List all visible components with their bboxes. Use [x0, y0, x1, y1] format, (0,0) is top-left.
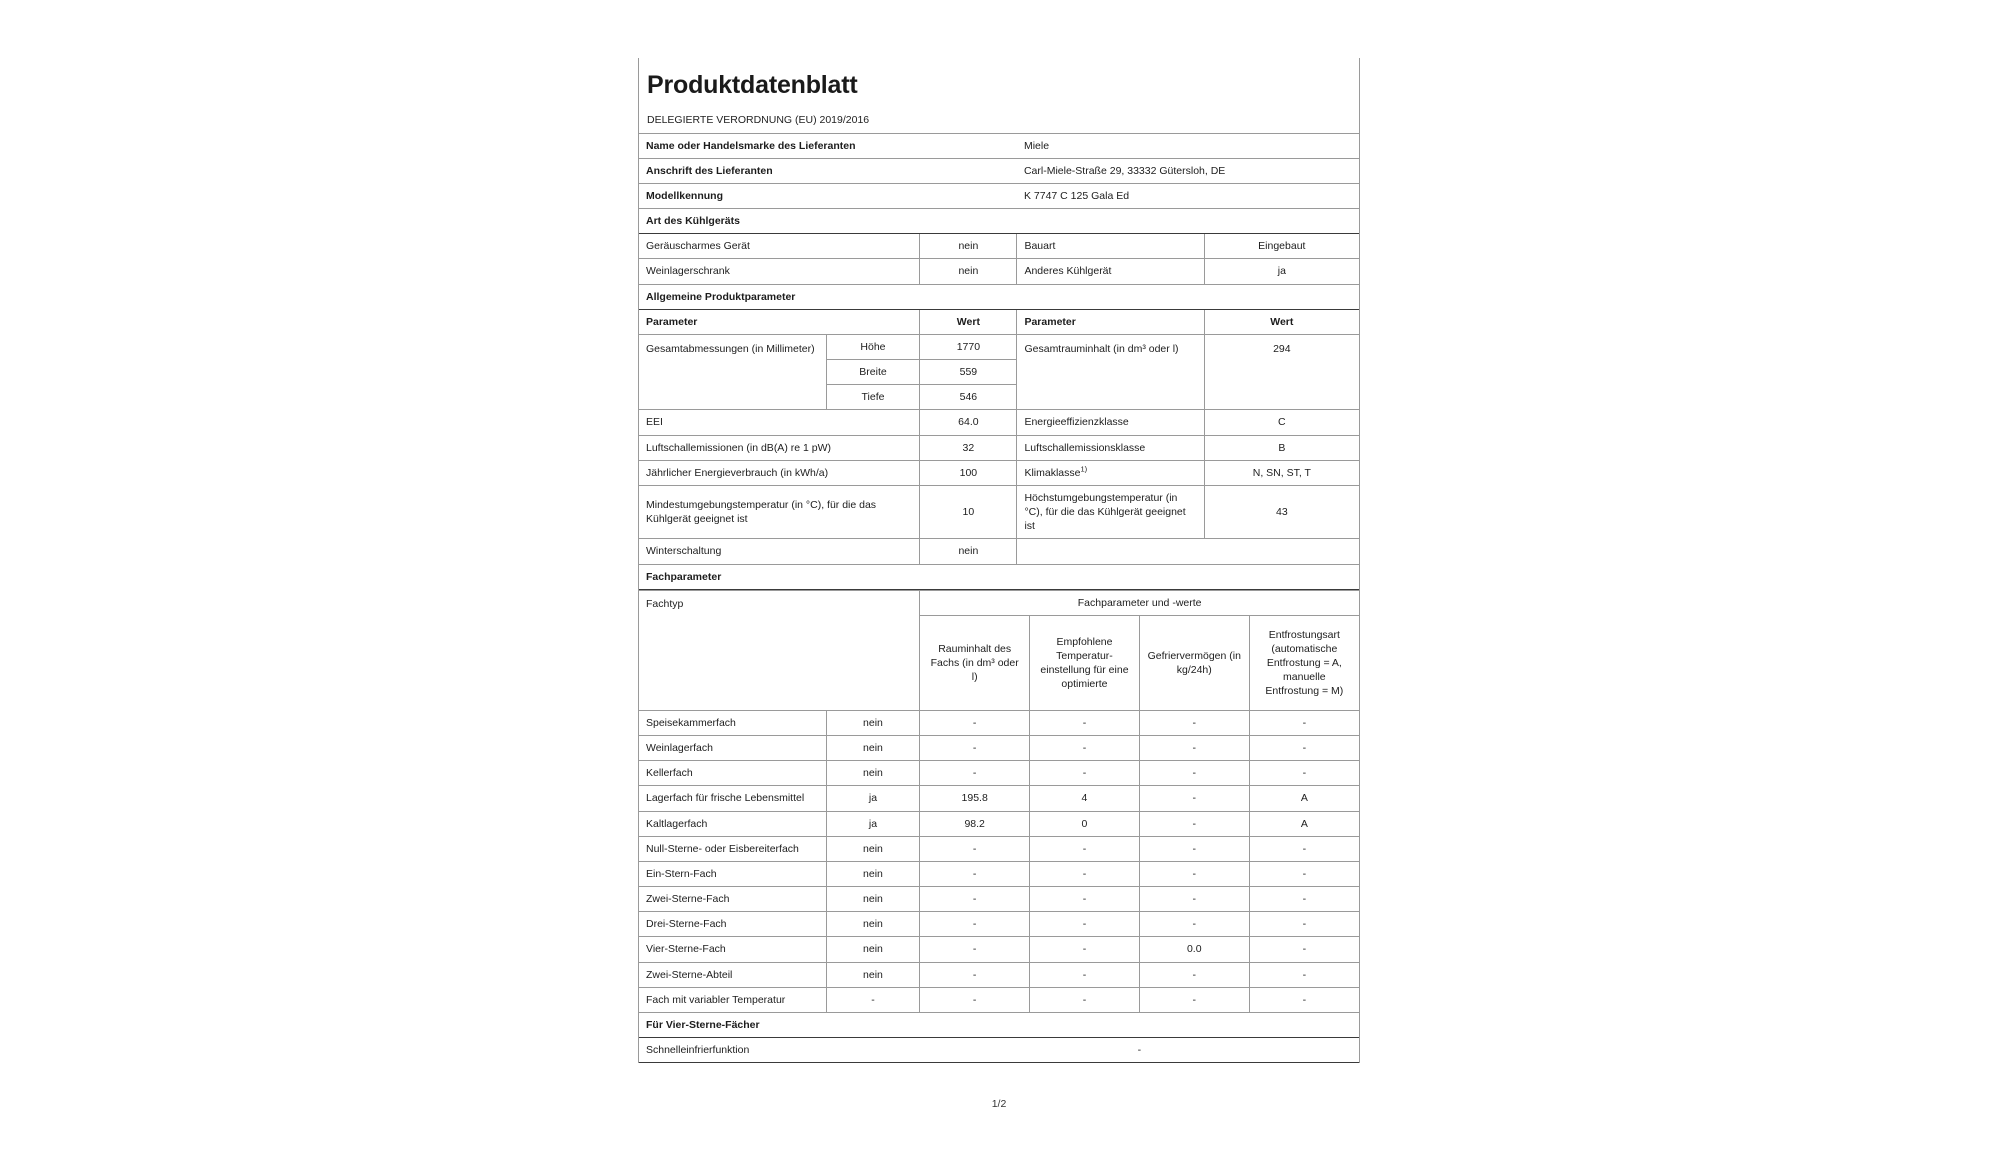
table-row-supplier-name [639, 133, 1359, 158]
compartment-defrost-type: - [1249, 861, 1359, 886]
dimension-name-depth: Tiefe [826, 385, 920, 410]
page-title: Produktdatenblatt [647, 71, 858, 99]
compartment-present: nein [826, 887, 920, 912]
energy-class-label: Energieeffizienzklasse [1017, 410, 1204, 435]
table-row [639, 736, 1359, 761]
compartment-defrost-type: - [1249, 761, 1359, 786]
compartment-defrost-type: - [1249, 736, 1359, 761]
compartment-freezing-capacity: - [1139, 887, 1249, 912]
compartment-present: nein [826, 761, 920, 786]
compartment-name: Null-Sterne- oder Eisbereiterfach [639, 836, 826, 861]
compartment-name: Kellerfach [639, 761, 826, 786]
table-row-noise [639, 435, 1359, 460]
compartment-temperature: - [1030, 987, 1140, 1012]
compartment-present: nein [826, 836, 920, 861]
table-row [639, 987, 1359, 1012]
table-row-ambient-temperature [639, 485, 1359, 539]
column-header-value-2: Wert [1204, 309, 1359, 334]
compartment-name: Speisekammerfach [639, 710, 826, 735]
climate-class-value: N, SN, ST, T [1204, 460, 1359, 485]
noise-emission-value: 32 [920, 435, 1017, 460]
compartment-name: Vier-Sterne-Fach [639, 937, 826, 962]
compartment-freezing-capacity: - [1139, 836, 1249, 861]
compartment-temperature: - [1030, 937, 1140, 962]
max-ambient-temp-label: Höchstumgebungstemperatur (in °C), für die das Kühlgerät geeignet ist [1017, 485, 1204, 539]
compartment-freezing-capacity: - [1139, 962, 1249, 987]
total-volume-value: 294 [1204, 334, 1359, 410]
compartment-volume: - [920, 962, 1030, 987]
winter-setting-label: Winterschaltung [639, 539, 920, 564]
noise-emission-label: Luftschallemissionen (in dB(A) re 1 pW) [639, 435, 920, 460]
compartment-temperature: 0 [1030, 811, 1140, 836]
compartment-present: nein [826, 937, 920, 962]
table-row-eei [639, 410, 1359, 435]
compartment-name: Drei-Sterne-Fach [639, 912, 826, 937]
table-row [639, 912, 1359, 937]
low-noise-value: nein [920, 234, 1017, 259]
compartment-freezing-capacity: - [1139, 710, 1249, 735]
table-row [639, 836, 1359, 861]
compartment-volume: - [920, 710, 1030, 735]
compartment-name: Zwei-Sterne-Abteil [639, 962, 826, 987]
regulation-reference: DELEGIERTE VERORDNUNG (EU) 2019/2016 [647, 113, 870, 126]
page-number: 1/2 [991, 1098, 1007, 1110]
table-row-dimensions-height [639, 334, 1359, 359]
compartment-freezing-capacity: - [1139, 861, 1249, 886]
wine-cabinet-value: nein [920, 259, 1017, 284]
table-row-header [639, 309, 1359, 334]
total-volume-label: Gesamtrauminhalt (in dm³ oder l) [1017, 334, 1204, 410]
column-header-parameter-1: Parameter [639, 309, 920, 334]
min-ambient-temp-value: 10 [920, 485, 1017, 539]
fast-freeze-label: Schnelleinfrierfunktion [639, 1038, 920, 1063]
section-four-star [639, 1013, 1359, 1038]
compartment-volume: - [920, 987, 1030, 1012]
compartment-name: Weinlagerfach [639, 736, 826, 761]
compartment-temperature: - [1030, 912, 1140, 937]
energy-consumption-label: Jährlicher Energieverbrauch (in kWh/a) [639, 460, 920, 485]
energy-class-value: C [1204, 410, 1359, 435]
column-header-defrost-type: Entfrostungsart (automatische Entfrostung = A, manuelle Entfrostung = M) [1249, 615, 1359, 710]
compartment-freezing-capacity: - [1139, 987, 1249, 1012]
compartment-present: - [826, 987, 920, 1012]
compartment-group-header: Fachparameter und -werte [920, 590, 1359, 615]
compartment-volume: - [920, 887, 1030, 912]
compartment-freezing-capacity: 0.0 [1139, 937, 1249, 962]
compartment-defrost-type: - [1249, 937, 1359, 962]
table-row-winter-setting [639, 539, 1359, 564]
climate-class-label [1017, 460, 1204, 485]
compartment-defrost-type: - [1249, 887, 1359, 912]
table-row [639, 962, 1359, 987]
compartment-present: ja [826, 786, 920, 811]
table-row [639, 710, 1359, 735]
footnote-marker: 1) [1080, 464, 1088, 474]
compartment-volume: 98.2 [920, 811, 1030, 836]
dimension-name-height: Höhe [826, 334, 920, 359]
table-row-model [639, 183, 1359, 208]
dimension-value-height: 1770 [920, 334, 1017, 359]
table-row [639, 887, 1359, 912]
other-fridge-value: ja [1204, 259, 1359, 284]
compartment-temperature: - [1030, 710, 1140, 735]
model-label: Modellkennung [639, 183, 1017, 208]
compartment-name: Lagerfach für frische Lebensmittel [639, 786, 826, 811]
eei-value: 64.0 [920, 410, 1017, 435]
compartment-volume: - [920, 836, 1030, 861]
min-ambient-temp-label: Mindestumgebungstemperatur (in °C), für die das Kühlgerät geeignet ist [639, 485, 920, 539]
dimension-value-width: 559 [920, 360, 1017, 385]
compartment-name: Zwei-Sterne-Fach [639, 887, 826, 912]
compartment-temperature: - [1030, 962, 1140, 987]
model-value: K 7747 C 125 Gala Ed [1017, 183, 1359, 208]
compartment-present: nein [826, 736, 920, 761]
datasheet-table [639, 133, 1359, 590]
table-row [639, 761, 1359, 786]
section-appliance-type [639, 209, 1359, 234]
compartment-volume: - [920, 937, 1030, 962]
winter-setting-empty-value [1204, 539, 1359, 564]
compartment-freezing-capacity: - [1139, 912, 1249, 937]
compartment-defrost-type: - [1249, 710, 1359, 735]
eei-label: EEI [639, 410, 920, 435]
compartment-temperature: - [1030, 861, 1140, 886]
winter-setting-value: nein [920, 539, 1017, 564]
compartment-defrost-type: - [1249, 912, 1359, 937]
noise-class-label: Luftschallemissionsklasse [1017, 435, 1204, 460]
column-header-value-1: Wert [920, 309, 1017, 334]
energy-consumption-value: 100 [920, 460, 1017, 485]
column-header-volume: Rauminhalt des Fachs (in dm³ oder l) [920, 615, 1030, 710]
compartment-freezing-capacity: - [1139, 786, 1249, 811]
dimension-name-width: Breite [826, 360, 920, 385]
compartment-present: nein [826, 710, 920, 735]
section-compartment-parameters [639, 564, 1359, 589]
table-row [639, 259, 1359, 284]
compartment-defrost-type: - [1249, 987, 1359, 1012]
compartment-defrost-type: - [1249, 962, 1359, 987]
table-row-fast-freeze [639, 1038, 1359, 1063]
table-row [639, 234, 1359, 259]
compartment-freezing-capacity: - [1139, 761, 1249, 786]
section-general-parameters [639, 284, 1359, 309]
section-title-compartment-parameters: Fachparameter [639, 564, 1359, 589]
supplier-address-label: Anschrift des Lieferanten [639, 158, 1017, 183]
compartment-type-label: Fachtyp [639, 590, 920, 710]
compartment-volume: - [920, 736, 1030, 761]
compartment-volume: - [920, 861, 1030, 886]
max-ambient-temp-value: 43 [1204, 485, 1359, 539]
supplier-name-value: Miele [1017, 133, 1359, 158]
supplier-name-label: Name oder Handelsmarke des Lieferanten [639, 133, 1017, 158]
compartment-present: nein [826, 861, 920, 886]
compartment-defrost-type: A [1249, 811, 1359, 836]
compartment-temperature: - [1030, 761, 1140, 786]
compartment-freezing-capacity: - [1139, 811, 1249, 836]
supplier-address-value: Carl-Miele-Straße 29, 33332 Gütersloh, DE [1017, 158, 1359, 183]
dimension-value-depth: 546 [920, 385, 1017, 410]
compartment-temperature: - [1030, 836, 1140, 861]
compartment-temperature: - [1030, 736, 1140, 761]
compartment-temperature: - [1030, 887, 1140, 912]
compartment-name: Fach mit variabler Temperatur [639, 987, 826, 1012]
compartment-defrost-type: A [1249, 786, 1359, 811]
other-fridge-label: Anderes Kühlgerät [1017, 259, 1204, 284]
compartment-name: Ein-Stern-Fach [639, 861, 826, 886]
compartment-freezing-capacity: - [1139, 736, 1249, 761]
compartment-volume: - [920, 912, 1030, 937]
table-row [639, 861, 1359, 886]
table-row [639, 811, 1359, 836]
construction-label: Bauart [1017, 234, 1204, 259]
column-header-freezing-capacity: Gefriervermögen (in kg/24h) [1139, 615, 1249, 710]
noise-class-value: B [1204, 435, 1359, 460]
winter-setting-empty-label [1017, 539, 1204, 564]
table-row-compartment-group-header [639, 590, 1359, 615]
compartment-volume: - [920, 761, 1030, 786]
column-header-temperature: Empfohlene Temperatur-einstellung für eine optimierte [1030, 615, 1140, 710]
compartment-defrost-type: - [1249, 836, 1359, 861]
column-header-parameter-2: Parameter [1017, 309, 1204, 334]
climate-class-text: Klimaklasse [1024, 466, 1081, 479]
compartment-present: ja [826, 811, 920, 836]
fast-freeze-value: - [920, 1038, 1359, 1063]
wine-cabinet-label: Weinlagerschrank [639, 259, 920, 284]
dimensions-label: Gesamtabmessungen (in Millimeter) [639, 334, 826, 410]
compartment-volume: 195.8 [920, 786, 1030, 811]
section-title-general-parameters: Allgemeine Produktparameter [639, 284, 1359, 309]
table-row-supplier-address [639, 158, 1359, 183]
table-row [639, 786, 1359, 811]
section-title-appliance-type: Art des Kühlgeräts [639, 209, 1359, 234]
section-title-four-star: Für Vier-Sterne-Fächer [639, 1013, 1359, 1038]
table-row [639, 937, 1359, 962]
compartment-present: nein [826, 912, 920, 937]
table-row-energy-consumption [639, 460, 1359, 485]
compartment-present: nein [826, 962, 920, 987]
product-datasheet-page [638, 58, 1360, 1063]
low-noise-label: Geräuscharmes Gerät [639, 234, 920, 259]
compartment-name: Kaltlagerfach [639, 811, 826, 836]
construction-value: Eingebaut [1204, 234, 1359, 259]
compartment-table [639, 590, 1359, 1064]
compartment-temperature: 4 [1030, 786, 1140, 811]
